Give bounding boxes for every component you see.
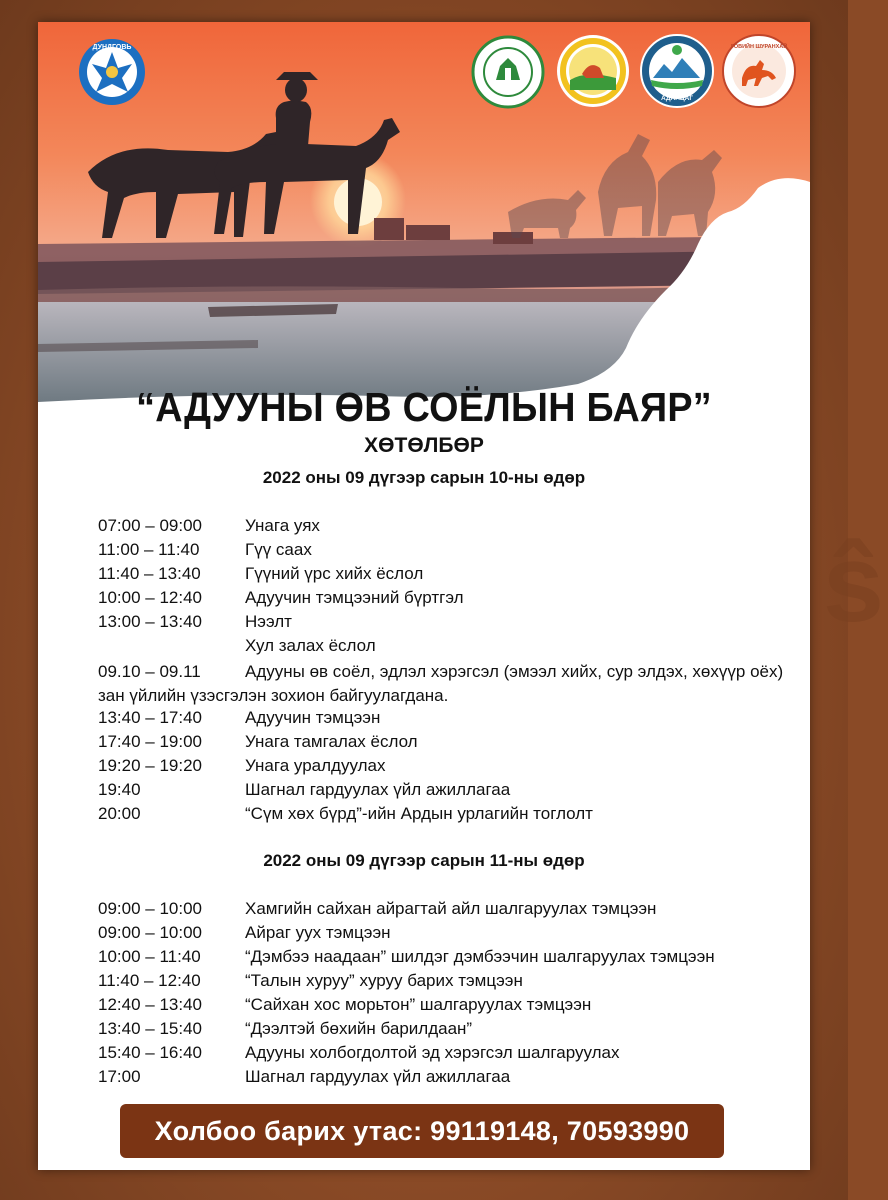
- schedule-time: 17:00: [98, 1067, 141, 1086]
- schedule-event: “Сүм хөх бүрд”-ийн Ардын урлагийн тоглолт: [245, 804, 593, 823]
- schedule-time: 13:40 – 17:40: [98, 708, 202, 727]
- schedule-event: Адуучин тэмцээний бүртгэл: [245, 588, 464, 607]
- schedule-row: [98, 588, 798, 612]
- schedule-event: Унага уях: [245, 516, 320, 535]
- schedule-row: [98, 636, 798, 660]
- schedule-event: Адууны өв соёл, эдлэл хэрэгсэл (эмээл хийх, сур элдэх, хөхүүр оёх) зан үйлийн үзэсгэлэн зохион байгуулагдана.: [98, 662, 784, 705]
- ring-green-yellow-logo: [556, 34, 630, 108]
- schedule-row: [98, 564, 798, 588]
- schedule-time: 13:40 – 15:40: [98, 1019, 202, 1038]
- schedule-event: Унага уралдуулах: [245, 756, 386, 775]
- schedule-time: 11:40 – 13:40: [98, 564, 201, 583]
- schedule-row: [98, 540, 798, 564]
- schedule-time: 19:20 – 19:20: [98, 756, 202, 775]
- schedule-event: Гүүний үрс хийх ёслол: [245, 564, 424, 583]
- schedule-row: [98, 1019, 798, 1043]
- schedule-event: Шагнал гардуулах үйл ажиллагаа: [245, 1067, 511, 1086]
- day2-schedule: [98, 899, 798, 1091]
- program-subtitle: ХӨТӨЛБӨР: [364, 434, 484, 457]
- schedule-time: 11:00 – 11:40: [98, 540, 200, 559]
- schedule-time: 19:40: [98, 780, 141, 799]
- schedule-time: 11:40 – 12:40: [98, 971, 201, 990]
- schedule-time: 09.10 – 09.11: [98, 662, 201, 681]
- schedule-row: [98, 516, 798, 540]
- schedule-row: [98, 995, 798, 1019]
- svg-text:АДААЦАГ: АДААЦАГ: [660, 95, 694, 102]
- schedule-time: 09:00 – 10:00: [98, 899, 202, 918]
- schedule-row: [98, 708, 798, 732]
- schedule-event: Хул залах ёслол: [245, 636, 376, 655]
- schedule-time: 13:00 – 13:40: [98, 612, 202, 631]
- schedule-row: [98, 804, 798, 828]
- poster: [38, 22, 810, 1170]
- schedule-time: 17:40 – 19:00: [98, 732, 202, 751]
- schedule-row: [98, 899, 798, 923]
- schedule-event: Адуучин тэмцээн: [245, 708, 381, 727]
- svg-text:ДУНДГОВЬ: ДУНДГОВЬ: [92, 44, 132, 51]
- schedule-row: [98, 780, 798, 804]
- page-title: “АДУУНЫ ӨВ СОЁЛЫН БАЯР”: [136, 384, 712, 430]
- adaatsag-logo: [640, 34, 714, 108]
- day1-schedule: [98, 516, 798, 828]
- schedule-event: Гүү саах: [245, 540, 312, 559]
- schedule-event: “Сайхан хос морьтон” шалгаруулах тэмцээн: [245, 995, 592, 1014]
- schedule-event: Адууны холбогдолтой эд хэрэгсэл шалгаруулах: [245, 1043, 620, 1062]
- schedule-time: 15:40 – 16:40: [98, 1043, 202, 1062]
- schedule-event: “Дэмбээ наадаан” шилдэг дэмбээчин шалгаруулах тэмцээн: [245, 947, 715, 966]
- schedule-event: “Дээлтэй бөхийн барилдаан”: [245, 1019, 473, 1038]
- schedule-row: [98, 756, 798, 780]
- govi-shurankhai-logo: [722, 34, 796, 108]
- background-ghost-lettering: ŝ: [822, 522, 888, 645]
- schedule-time: 10:00 – 11:40: [98, 947, 201, 966]
- day1-date: 2022 оны 09 дүгээр сарын 10-ны өдөр: [262, 468, 586, 487]
- schedule-row: [98, 947, 798, 971]
- ministry-green-logo: [472, 36, 544, 108]
- schedule-row: [98, 660, 798, 708]
- schedule-row: [98, 1043, 798, 1067]
- schedule-event: Хамгийн сайхан айрагтай айл шалгаруулах тэмцээн: [245, 899, 657, 918]
- schedule-row: [98, 923, 798, 947]
- schedule-time: 10:00 – 12:40: [98, 588, 202, 607]
- schedule-time: 12:40 – 13:40: [98, 995, 202, 1014]
- schedule-row: [98, 1067, 798, 1091]
- schedule-event: Шагнал гардуулах үйл ажиллагаа: [245, 780, 511, 799]
- schedule-row: [98, 612, 798, 636]
- day2-date: 2022 оны 09 дүгээр сарын 11-ны өдөр: [263, 851, 585, 870]
- dundgovi-emblem-logo: [78, 38, 146, 106]
- schedule-event: Унага тамгалах ёслол: [245, 732, 418, 751]
- schedule-event: Нээлт: [245, 612, 292, 631]
- schedule-row: [98, 732, 798, 756]
- contact-phone-banner: Холбоо барих утас: 99119148, 70593990: [120, 1104, 724, 1158]
- schedule-event: Айраг уух тэмцээн: [245, 923, 391, 942]
- schedule-event: “Талын хуруу” хуруу барих тэмцээн: [245, 971, 523, 990]
- schedule-row: [98, 971, 798, 995]
- svg-text:ГОВИЙН ШУРАНХАЙ: ГОВИЙН ШУРАНХАЙ: [730, 44, 788, 50]
- schedule-time: 07:00 – 09:00: [98, 516, 202, 535]
- schedule-time: 09:00 – 10:00: [98, 923, 202, 942]
- schedule-time: 20:00: [98, 804, 141, 823]
